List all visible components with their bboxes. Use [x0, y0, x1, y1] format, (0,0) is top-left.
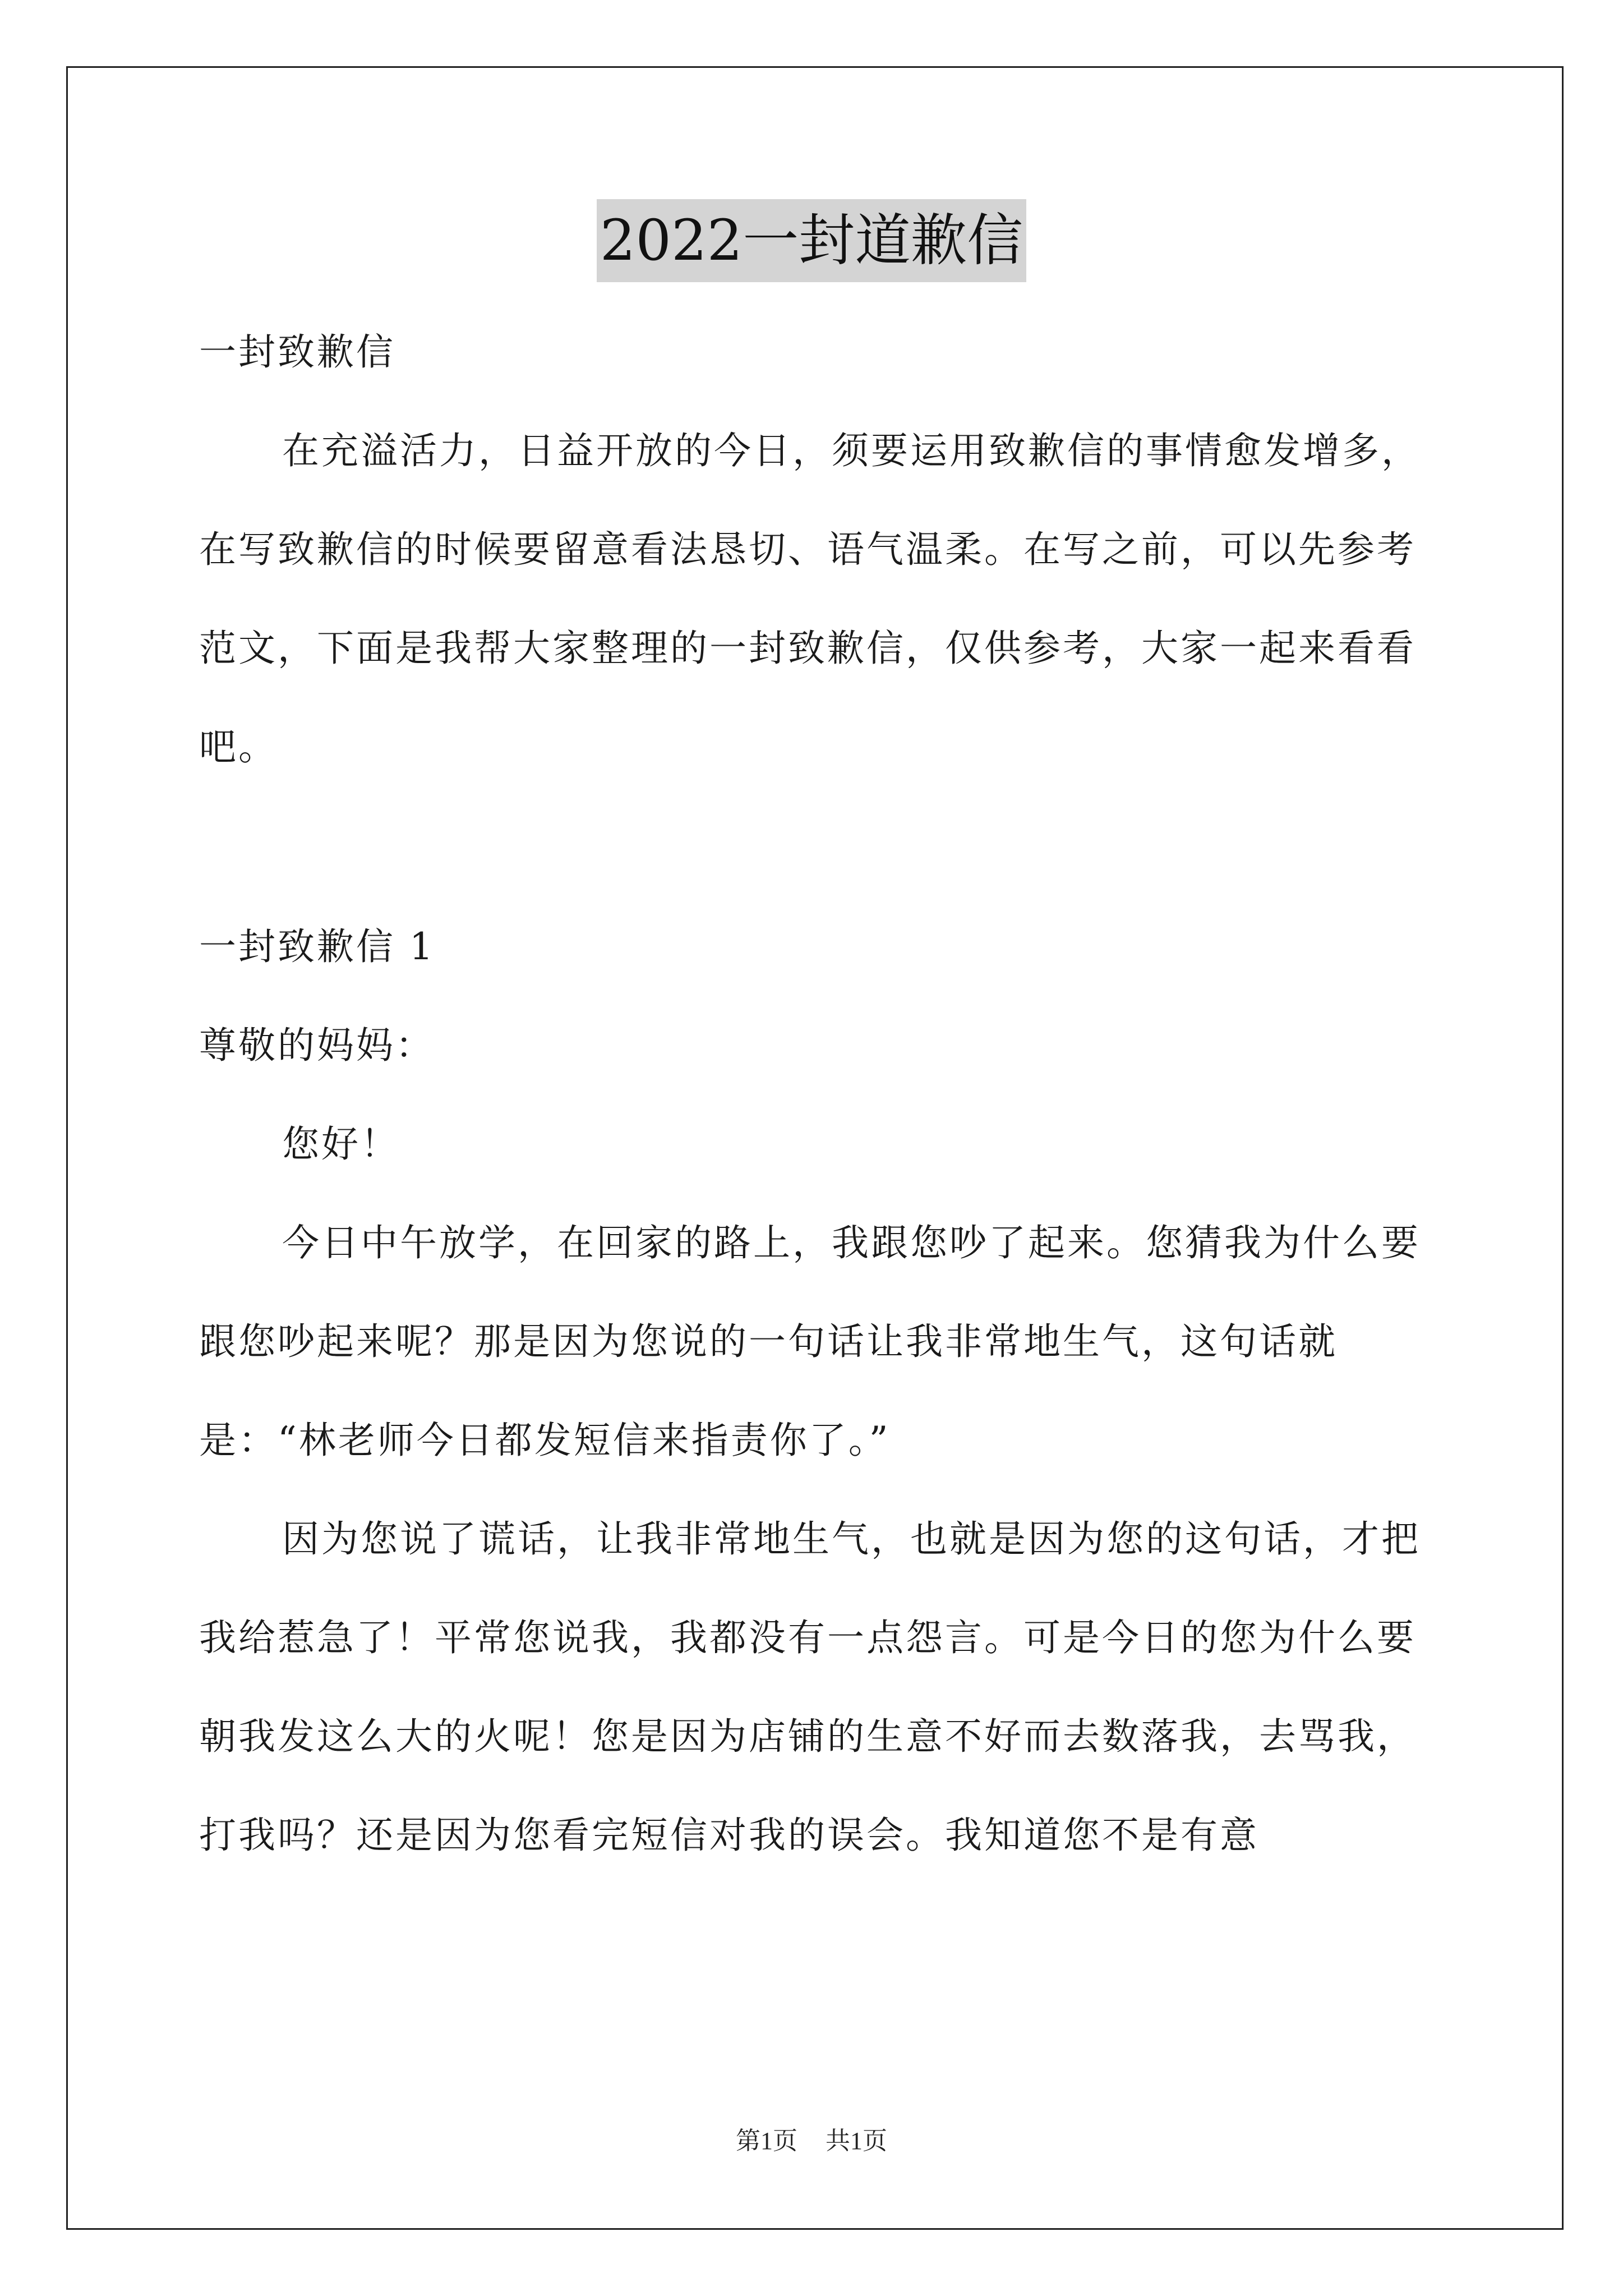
document-body [199, 303, 1430, 1885]
body-paragraph: 今日中午放学，在回家的路上，我跟您吵了起来。您猜我为什么要跟您吵起来呢？那是因为您说的一句话让我非常地生气，这句话就是：“林老师今日都发短信来指责你了。” [199, 1221, 1421, 1462]
document-heading: 一封致歉信 [199, 330, 395, 374]
document-title: 2022一封道歉信 [597, 199, 1027, 282]
body-paragraph: 因为您说了谎话，让我非常地生气，也就是因为您的这句话，才把我给惹急了！平常您说我，我都没有一点怨言。可是今日的您为什么要朝我发这么大的火呢！您是因为店铺的生意不好而去数落我，去骂我，打我吗？还是因为您看完短信对我的误会。我知道您不是有意 [199, 1517, 1421, 1857]
salutation: 尊敬的妈妈： [199, 1024, 435, 1067]
section-gap [199, 797, 1430, 898]
title-wrapper [0, 199, 1623, 282]
page-number: 第1页 [736, 2127, 797, 2155]
page-total: 共1页 [826, 2127, 887, 2155]
section-title: 一封致歉信 1 [199, 925, 435, 968]
intro-paragraph: 在充溢活力，日益开放的今日，须要运用致歉信的事情愈发增多，在写致歉信的时候要留意看法恳切、语气温柔。在写之前，可以先参考范文，下面是我帮大家整理的一封致歉信，仅供参考，大家一起来看看吧。 [199, 429, 1421, 769]
greeting: 您好！ [282, 1122, 400, 1166]
page-footer [0, 2120, 1623, 2156]
